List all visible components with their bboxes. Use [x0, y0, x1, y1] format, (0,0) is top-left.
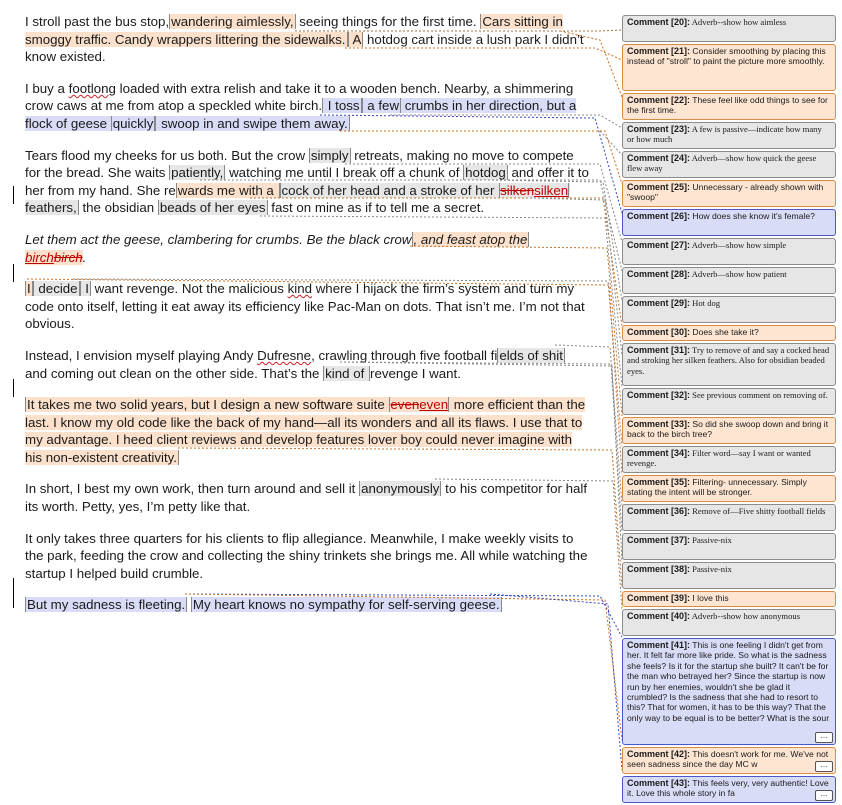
comment-balloon[interactable]: [622, 209, 836, 236]
comment-label: Comment [28]:: [627, 269, 691, 279]
comment-balloon[interactable]: [622, 325, 836, 341]
text: and offer it to her from my hand. She re: [25, 165, 589, 198]
comment-anchor-27[interactable]: simply: [310, 147, 349, 163]
text: to his competitor for half its worth. Petty, yes, I’m petty like that.: [25, 481, 588, 515]
comment-balloon[interactable]: [622, 15, 836, 42]
comment-text: Try to remove of and say a cocked head and stroking her silken feathers. Also for obsidian beaded eyes.: [627, 345, 830, 376]
comment-label: Comment [24]:: [627, 153, 691, 163]
text: hotdog cart inside a lush park I didn’t know existed.: [25, 31, 584, 65]
comment-text: Hot dog: [690, 298, 721, 308]
comment-anchor-26[interactable]: I toss: [324, 98, 360, 114]
comment-anchor-31[interactable]: cock of her head and a stroke of her: [281, 182, 499, 198]
spelling-error[interactable]: Dufresne: [257, 347, 312, 363]
comment-label: Comment [36]:: [627, 506, 691, 516]
comment-anchor-20[interactable]: wandering aimlessly,: [171, 14, 294, 29]
comment-text: Unnecessary - already shown with "swoop": [627, 182, 824, 203]
text: Let them act the geese, clambering for crumbs. Be the black crow: [25, 231, 412, 247]
comment-balloon[interactable]: [622, 388, 836, 415]
comment-text: Consider smoothing by placing this instead of "stroll" to paint the picture more smoothly.: [627, 46, 826, 67]
comment-balloon[interactable]: [622, 122, 836, 149]
comment-balloon[interactable]: [622, 267, 836, 294]
comment-label: Comment [35]:: [627, 477, 691, 487]
comment-balloon[interactable]: [622, 180, 836, 207]
comment-label: Comment [27]:: [627, 240, 691, 250]
text: want revenge. Not the malicious: [90, 281, 288, 297]
comment-balloon[interactable]: [622, 93, 836, 120]
comment-label: Comment [42]:: [627, 749, 691, 759]
text: , crawling through five football fi: [311, 347, 498, 363]
comment-anchor-24[interactable]: quickly: [112, 115, 154, 131]
comment-anchor-37[interactable]: kind of: [325, 365, 369, 381]
comment-text: This doesn't work for me. We've not seen sadness since the day MC w: [627, 749, 829, 770]
comment-text: This is one feeling I didn't get from her. It felt far more like pride. So what is the sadness she feels? Is it for the startup she built? It can't be for the man who betrayed her? Since the startup is now run by her enemies, wouldn't she be glad it crumbled? Is the sadness that she had to resort to this? That for women, it has to be this way? That the only way to be equal is to be better? What is the sour: [627, 640, 830, 723]
spelling-error[interactable]: footlong: [68, 80, 116, 96]
comment-anchor-34-end[interactable]: I: [81, 281, 89, 297]
comment-anchor-23[interactable]: a few: [363, 98, 400, 114]
tracked-deletion[interactable]: birch: [53, 249, 83, 265]
comment-anchor-39[interactable]: It takes me two solid years, but I design a new software suite: [27, 397, 389, 413]
comment-anchor-29[interactable]: hotdog: [465, 165, 506, 181]
comment-label: Comment [43]:: [627, 778, 691, 788]
comment-balloon[interactable]: [622, 343, 836, 386]
comment-label: Comment [22]:: [627, 95, 691, 105]
text: Instead, I envision myself playing Andy: [25, 347, 258, 363]
comment-label: Comment [31]:: [627, 345, 691, 355]
comment-anchor-43[interactable]: My heart knows no sympathy for self-serving geese.: [192, 597, 500, 613]
text: .: [82, 249, 87, 265]
text: revenge I want.: [370, 365, 461, 381]
comment-text: Passive-nix: [690, 535, 732, 545]
comment-anchor-32[interactable]: beads of her eyes: [159, 200, 266, 216]
text: seeing things for the first time.: [295, 14, 481, 29]
comment-balloon[interactable]: [622, 533, 836, 560]
more-indicator-button[interactable]: ...: [815, 732, 833, 743]
comment-anchor-39-end[interactable]: more efficient than the last. I know my old code like the back of my hand—all its wonders and all its flaws. I use that to my advantage. I heed client reviews and develop features lover boy could never imagine with his non-existent creativity.: [25, 397, 586, 465]
comment-text: Filtering- unnecessary. Simply stating the intent will be stronger.: [627, 477, 807, 498]
comment-anchor-30[interactable]: wards me with a: [177, 182, 278, 198]
comment-label: Comment [26]:: [627, 211, 691, 221]
comment-anchor-33[interactable]: , and feast atop the: [413, 231, 528, 247]
comment-label: Comment [21]:: [627, 46, 691, 56]
comment-balloon[interactable]: [622, 296, 836, 323]
comment-anchor-35[interactable]: I: [27, 281, 31, 297]
comment-balloon[interactable]: [622, 475, 836, 502]
comment-balloon[interactable]: [622, 747, 836, 774]
comment-balloon[interactable]: [622, 776, 836, 803]
text: where I hijack the firm’s system and turn my code onto itself, letting it eat away its efficiency like Pac-Man on dots. That isn’t me. I’m not that obvious.: [25, 281, 585, 332]
comment-text: See previous comment on removing of.: [690, 390, 828, 400]
more-indicator-button[interactable]: ...: [815, 761, 833, 772]
comment-label: Comment [29]:: [627, 298, 691, 308]
comment-text: Adverb--show how anonymous: [690, 611, 801, 621]
comment-anchor-21[interactable]: A: [349, 31, 362, 47]
comment-label: Comment [32]:: [627, 390, 691, 400]
comment-text: Adverb—show how quick the geese flew away: [627, 153, 817, 174]
comment-text: A few is passive—indicate how many or how much: [627, 124, 822, 145]
comment-anchor-28[interactable]: patiently,: [171, 165, 224, 181]
comment-balloon[interactable]: [622, 562, 836, 589]
comment-balloon[interactable]: [622, 609, 836, 636]
comment-text: These feel like odd things to see for the first time.: [627, 95, 828, 116]
comment-balloon[interactable]: [622, 238, 836, 265]
text: I stroll past the bus stop,: [25, 14, 170, 29]
comment-balloon[interactable]: [622, 446, 836, 473]
text: I buy a: [25, 80, 69, 96]
comment-text: I love this: [690, 593, 729, 603]
text: It only takes three quarters for his clients to flip allegiance. Meanwhile, I make weekly visits to the park, feeding the crow and collecting the shiny trinkets she brings me. All while watching the startup I helped build crumble.: [25, 530, 588, 581]
tracked-insertion[interactable]: birch: [25, 249, 54, 265]
grammar-mark[interactable]: kind: [287, 281, 312, 297]
text: and coming out clean on the other side. That’s the: [25, 365, 324, 381]
text: the obsidian: [78, 200, 158, 216]
comment-anchor-34[interactable]: decide: [34, 281, 78, 297]
comments-pane: [622, 15, 836, 805]
comment-balloon[interactable]: [622, 151, 836, 178]
comment-text: Adverb--show how aimless: [690, 17, 787, 27]
comment-label: Comment [20]:: [627, 17, 691, 27]
comment-label: Comment [33]:: [627, 419, 691, 429]
comment-label: Comment [39]:: [627, 593, 691, 603]
comment-text: Remove of—Five shitty football fields: [690, 506, 826, 516]
comment-balloon[interactable]: [622, 44, 836, 91]
comment-text: Adverb—show how patient: [690, 269, 787, 279]
comment-anchor-25[interactable]: swoop in and swipe them away.: [157, 115, 348, 131]
text: loaded with extra relish and take it to a wooden bench. Nearby, a shimmering crow caws at me from atop a speckled white birch.: [25, 80, 574, 114]
comment-anchor-36[interactable]: elds of shit: [499, 347, 563, 363]
comment-label: Comment [40]:: [627, 611, 691, 621]
comment-text: How does she know it's female?: [690, 211, 815, 221]
comment-label: Comment [30]:: [627, 327, 691, 337]
comment-label: Comment [38]:: [627, 564, 691, 574]
comment-text: This feels very, very authentic! Love it. Love this whole story in fa: [627, 778, 829, 799]
comment-anchor-22[interactable]: Cars sitting in smoggy traffic. Candy wrappers littering the sidewalks.: [25, 14, 563, 47]
comment-text: Passive-nix: [690, 564, 732, 574]
text: Tears flood my cheeks for us both. But the crow: [25, 147, 309, 163]
comment-text: Does she take it?: [690, 327, 759, 337]
comment-anchor-31-end[interactable]: feathers,: [25, 183, 570, 216]
text: watching me until I break off a chunk of: [225, 165, 464, 181]
more-indicator-button[interactable]: ...: [815, 790, 833, 801]
comment-label: Comment [34]:: [627, 448, 691, 458]
text: In short, I best my own work, then turn around and sell it: [25, 481, 360, 497]
comment-balloon[interactable]: [622, 638, 836, 745]
comment-text: Filter word—say I want or wanted revenge.: [627, 448, 811, 469]
comment-balloon[interactable]: [622, 591, 836, 607]
comment-label: Comment [37]:: [627, 535, 691, 545]
tracked-deletion[interactable]: silken: [500, 182, 535, 198]
comment-label: Comment [25]:: [627, 182, 691, 192]
comment-anchor-41[interactable]: But my sadness is fleeting.: [27, 597, 186, 613]
comment-balloon[interactable]: [622, 417, 836, 444]
comment-text: Adverb—show how simple: [690, 240, 787, 250]
comment-anchor-26-cont[interactable]: crumbs in her direction, but a flock of geese: [25, 98, 577, 131]
text: retreats, making no move to compete for the bread. She waits: [25, 147, 574, 181]
comment-balloon[interactable]: [622, 504, 836, 531]
comment-text: So did she swoop down and bring it back to the birch tree?: [627, 419, 829, 440]
tracked-insertion[interactable]: even: [419, 397, 449, 413]
comment-label: Comment [23]:: [627, 124, 691, 134]
comment-label: Comment [41]:: [627, 640, 691, 650]
tracked-deletion[interactable]: even: [390, 397, 420, 413]
text: fast on mine as if to tell me a secret.: [267, 200, 485, 216]
comment-anchor-40[interactable]: anonymously: [361, 481, 440, 497]
tracked-insertion[interactable]: silken: [534, 182, 569, 198]
